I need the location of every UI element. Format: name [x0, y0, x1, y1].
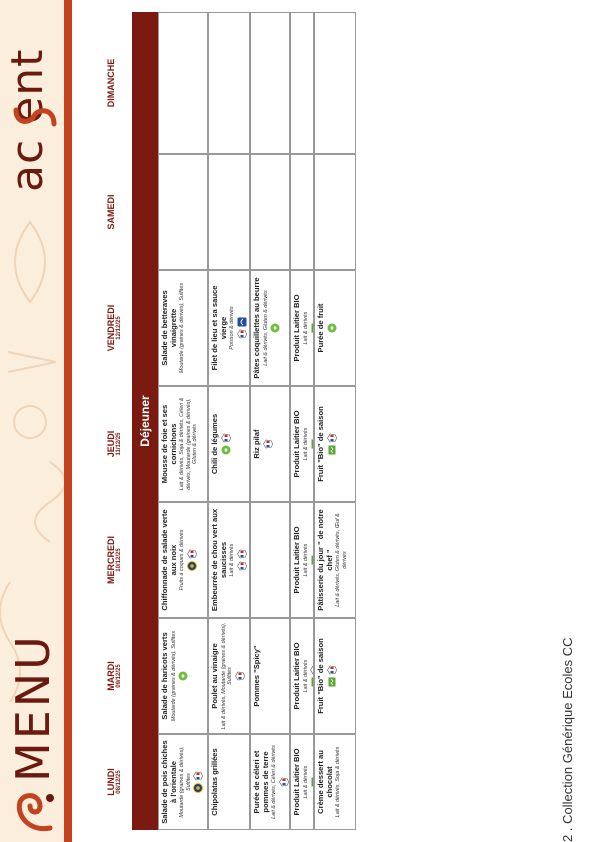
day-header-vendredi: [102, 270, 132, 386]
allergen-list: Lait & dérivés: [302, 311, 309, 345]
green-label-icon: [178, 671, 188, 681]
menu-cell: [290, 502, 314, 618]
label-badges: [327, 274, 337, 382]
collection-label: 2 . Collection Générique Ecoles CC: [560, 637, 575, 842]
dish-name: Purée de fruit: [316, 303, 325, 353]
menu-cell: [158, 386, 208, 502]
bio-icon: [327, 677, 337, 687]
menu-cell: [290, 154, 314, 270]
day-date: 12/12/25: [116, 316, 122, 340]
menu-cell: [314, 270, 356, 386]
meal-section-title: Déjeuner: [132, 12, 158, 830]
day-date: 09/12/25: [116, 664, 122, 688]
allergen-list: Moutarde (graines & dérivés), Sulfites: [170, 630, 177, 722]
menu-cell: [314, 502, 356, 618]
dish-name: Poulet au vinaigre: [210, 643, 219, 709]
label-badges: [235, 622, 245, 730]
header-brand-area: [0, 0, 72, 842]
allergen-list: Poisson & dérivés: [229, 306, 236, 350]
french-origin-icon: [237, 561, 247, 571]
menu-cell: [208, 618, 250, 734]
day-header-row: [102, 12, 132, 830]
menu-cell: [314, 618, 356, 734]
allergen-list: Lait & dérivés, Soja & dérivés, Céleri & dérivés, Moutarde (graines & dérivés), Gluten & dérivés: [179, 397, 199, 491]
menu-cell: [158, 12, 208, 154]
allergen-list: Lait & dérivés: [302, 427, 309, 461]
dish-name: Produit Laitier BIO: [292, 294, 301, 362]
dish-name: Chiffonnade de salade verte aux noix: [160, 509, 178, 611]
allergen-list: Lait & dérivés, Gluten & dérivés, Œuf & dérivés: [335, 513, 348, 607]
french-origin-icon: [187, 549, 197, 559]
allergen-list: Moutarde (graines & dérivés), Sulfites: [179, 746, 192, 818]
menu-cell: [158, 270, 208, 386]
day-header-jeudi: [102, 386, 132, 502]
dish-name: Salade de haricots verts: [160, 632, 169, 720]
menu-cell: [250, 502, 290, 618]
day-date: 10/12/25: [116, 548, 122, 572]
french-origin-icon: [193, 771, 203, 781]
menu-cell: [290, 618, 314, 734]
menu-cell: [290, 734, 314, 830]
french-origin-icon: [221, 433, 231, 443]
allergen-list: Moutarde (graines & dérivés), Sulfites: [179, 282, 186, 374]
dish-name: Fruit "Bio" de saison: [316, 406, 325, 482]
menu-cell: [290, 12, 314, 154]
day-header-dimanche: [102, 12, 132, 154]
dish-name: Pâtes coquillettes au beurre: [252, 277, 261, 379]
day-header-samedi: [102, 154, 132, 270]
french-origin-icon: [237, 549, 247, 559]
menu-cell: [250, 12, 290, 154]
dish-name: Salade de pois chiches à l'orientale: [160, 740, 178, 824]
menu-cell: [290, 386, 314, 502]
menu-cell: [208, 734, 250, 830]
french-origin-icon: [327, 433, 337, 443]
label-badges: [263, 390, 273, 498]
label-rouge-icon: [193, 783, 203, 793]
dish-name: Produit Laitier BIO: [292, 526, 301, 594]
day-name: LUNDI: [106, 768, 116, 796]
allergen-list: Lait & dérivés, Gluten & dérivés: [262, 290, 269, 366]
dish-name: Salade de betteraves vinaigrette: [160, 290, 178, 366]
menu-cell: [158, 154, 208, 270]
allergen-list: Lait & dérivés, Soja & dérivés: [335, 746, 342, 818]
allergen-list: Lait & dérivés: [302, 765, 309, 799]
french-origin-icon: [235, 671, 245, 681]
menu-cell: [250, 154, 290, 270]
day-date: 11/12/25: [116, 432, 122, 456]
label-badges: [193, 738, 203, 826]
weekly-menu: [102, 12, 362, 830]
dish-name: Chili de légumes: [210, 413, 219, 475]
menu-cell: [208, 154, 250, 270]
day-name: JEUDI: [106, 430, 116, 458]
dish-name: Produit Laitier BIO: [292, 642, 301, 710]
green-label-icon: [327, 323, 337, 333]
label-badges: [327, 622, 337, 730]
menu-cell: [250, 270, 290, 386]
dish-name: Embeurrée de chou vert aux saucisses: [210, 508, 228, 612]
day-header-mercredi: [102, 502, 132, 618]
menu-cell: [208, 502, 250, 618]
menu-grid: [158, 12, 356, 830]
day-name: SAMEDI: [106, 194, 116, 230]
allergen-list: Lait & dérivés, Moutarde (graines & dérivés), Sulfites: [220, 622, 234, 730]
dish-name: Riz pilaf: [252, 429, 261, 459]
allergen-list: Fruits à coques & dérivés: [179, 529, 186, 591]
day-name: VENDREDI: [106, 304, 116, 352]
bio-icon: [327, 445, 337, 455]
label-badges: [221, 390, 231, 498]
green-label-icon: [270, 323, 280, 333]
msc-icon: [237, 317, 247, 327]
dish-name: Produit Laitier BIO: [292, 748, 301, 816]
brand-logo-swirl-icon: [10, 104, 60, 130]
menu-cell: [314, 154, 356, 270]
menu-cell: [158, 734, 208, 830]
brand-logo: ac ent: [2, 48, 53, 192]
label-badges: [187, 506, 197, 614]
menu-cell: [158, 502, 208, 618]
menu-cell: [314, 386, 356, 502]
french-origin-icon: [237, 329, 247, 339]
day-name: DIMANCHE: [106, 58, 116, 108]
menu-cell: [314, 12, 356, 154]
menu-cell: [208, 270, 250, 386]
french-origin-icon: [279, 777, 289, 787]
day-header-mardi: [102, 618, 132, 734]
allergen-list: Lait & dérivés: [302, 543, 309, 577]
menu-cell: [290, 270, 314, 386]
allergen-list: Lait & dérivés: [229, 543, 236, 577]
menu-cell: [208, 12, 250, 154]
menu-cell: [208, 386, 250, 502]
french-origin-icon: [263, 439, 273, 449]
dish-name: Mousse de foie et ses cornichons: [160, 404, 178, 484]
label-badges: [178, 622, 188, 730]
dish-name: Pommes "Spicy": [252, 645, 261, 707]
french-origin-icon: [327, 665, 337, 675]
dish-name: Fruit "Bio" de saison: [316, 638, 325, 714]
label-badges: [327, 390, 337, 498]
day-name: MARDI: [106, 661, 116, 691]
label-badges: [279, 738, 289, 826]
day-date: 08/12/25: [116, 770, 122, 794]
menu-cell: [158, 618, 208, 734]
allergen-list: Lait & dérivés, Céleri & dérivés: [271, 745, 278, 819]
label-rouge-icon: [187, 561, 197, 571]
label-badges: [270, 274, 280, 382]
dish-name: Chipolatas grillées: [210, 748, 219, 816]
dish-name: Crème dessert au chocolat: [316, 750, 334, 814]
menu-cell: [314, 734, 356, 830]
dish-name: Filet de lieu et sa sauce vierge: [210, 285, 228, 371]
swirl-logo-icon: [10, 788, 58, 836]
header-band: [0, 0, 72, 842]
green-label-icon: [221, 445, 231, 455]
label-badges: [237, 506, 247, 614]
dish-name: Purée de céleri et pommes de terre: [252, 750, 270, 814]
menu-cell: [250, 734, 290, 830]
menu-cell: [250, 618, 290, 734]
day-header-lundi: [102, 734, 132, 830]
day-name: MERCREDI: [106, 536, 116, 585]
menu-cell: [250, 386, 290, 502]
menu-title: MENU: [6, 633, 60, 782]
label-badges: [237, 274, 247, 382]
dish-name: Pâtisserie du jour " de notre chef ": [316, 509, 334, 611]
dish-name: Produit Laitier BIO: [292, 410, 301, 478]
allergen-list: Lait & dérivés: [302, 659, 309, 693]
